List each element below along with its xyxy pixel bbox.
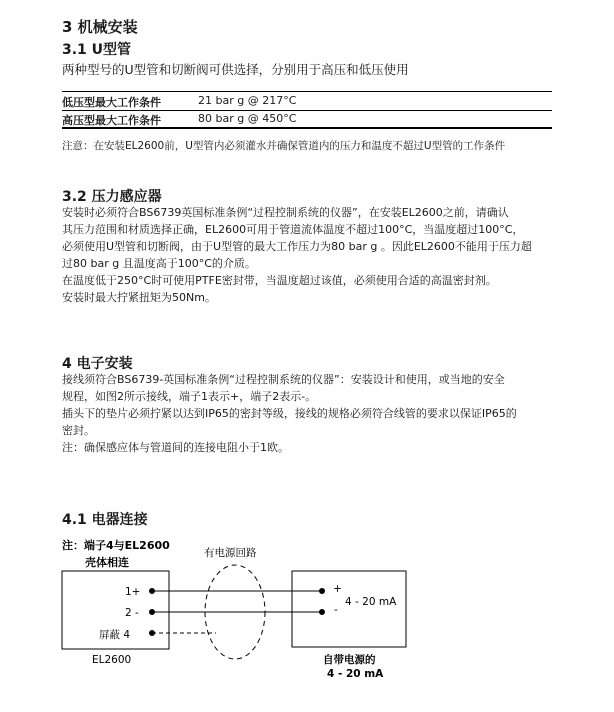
el2600-label: EL2600	[92, 654, 132, 666]
terminal-1-plus-label: 1+	[125, 586, 141, 598]
spec-value-low: 21 bar g @ 217°C	[198, 94, 297, 107]
spec-label-high: 高压型最大工作条件	[62, 114, 161, 127]
section-4-1-title: 4.1 电器连接	[62, 512, 148, 528]
receiver-range-label: 4 - 20 mA	[345, 596, 397, 608]
receiver-minus-label: -	[334, 604, 338, 616]
receiver-caption-line1: 自带电源的	[323, 654, 376, 666]
u-tube-note: 注意：在安装EL2600前，U型管内必须灌水并确保管道内的压力和温度不超过U型管的工作条件	[62, 140, 506, 152]
paragraph-line: 插头下的垫片必须拧紧以达到IP65的密封等级，接线的规格必须符合线管的要求以保证IP65的	[62, 407, 517, 420]
paragraph-line: 规程，如图2所示接线，端子1表示+，端子2表示-。	[62, 390, 317, 403]
paragraph-line: 安装时必须符合BS6739英国标准条例“过程控制系统的仪器”，在安装EL2600之前，请确认	[62, 206, 509, 219]
diagram-note-line2: 壳体相连	[85, 556, 129, 569]
paragraph-line: 注：确保感应体与管道间的连接电阻小于1欧。	[62, 441, 289, 454]
terminal-dot	[319, 609, 325, 615]
power-loop-label: 有电源回路	[204, 547, 257, 559]
receiver-plus-label: +	[333, 583, 342, 595]
paragraph-line: 必须使用U型管和切断阀，由于U型管的最大工作压力为80 bar g 。因此EL2600不能用于压力超	[62, 240, 532, 253]
section-3-1-title: 3.1 U型管	[62, 42, 132, 58]
section-4-title: 4 电子安装	[62, 356, 133, 372]
section-3-2-title: 3.2 压力感应器	[62, 189, 162, 205]
paragraph-line: 其压力范围和材质选择正确，EL2600可用于管道流体温度不超过100°C，当温度超过100°C，	[62, 223, 524, 236]
spec-label-low: 低压型最大工作条件	[62, 96, 161, 109]
paragraph-line: 在温度低于250°C时可使用PTFE密封带，当温度超过该值，必须使用合适的高温密封剂。	[62, 274, 497, 287]
spec-value-high: 80 bar g @ 450°C	[198, 112, 297, 125]
section-3-title: 3 机械安装	[62, 18, 138, 36]
paragraph-line: 过80 bar g 且温度高于100°C的介质。	[62, 257, 256, 270]
paragraph-line: 密封。	[62, 424, 95, 437]
paragraph-line: 接线须符合BS6739-英国标准条例“过程控制系统的仪器”：安装设计和使用，或当地的安全	[62, 373, 505, 386]
terminal-2-minus-label: 2 -	[125, 607, 139, 619]
section-3-1-intro: 两种型号的U型管和切断阀可供选择，分别用于高压和低压使用	[62, 62, 409, 77]
diagram-note-line1: 注：端子4与EL2600	[62, 539, 170, 552]
terminal-dot	[319, 588, 325, 594]
terminal-shield-label: 屏蔽 4	[99, 629, 131, 641]
receiver-caption-line2: 4 - 20 mA	[327, 668, 384, 680]
powered-receiver-box	[292, 571, 406, 647]
paragraph-line: 安装时最大拧紧扭矩为50Nm。	[62, 291, 216, 304]
